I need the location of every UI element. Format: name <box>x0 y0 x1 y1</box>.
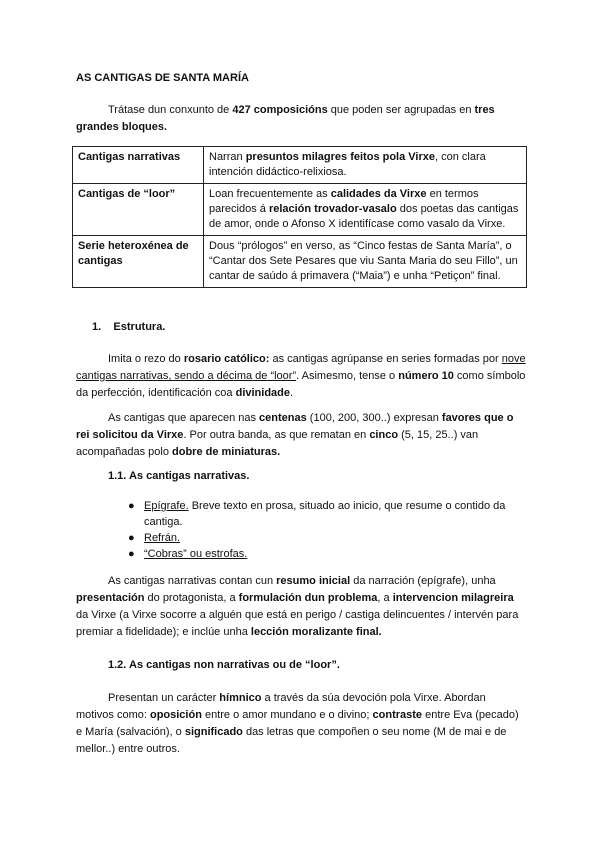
section-1-1-paragraph: As cantigas narrativas contan cun resumo inicial da narración (epígrafe), unha presentación do protagonista, a formulación dun problema, a intervencion milagreira da Virxe (a Virxe socorre a alguén que está en perigo / castiga delincuentes / intervén para premiar a fidelidade); e inclúe unha lección moralizante final. <box>76 575 519 638</box>
section-1-1-heading: 1.1. As cantigas narrativas. <box>108 470 250 482</box>
bullet-icon: ● <box>128 500 135 512</box>
section-1-heading: 1. Estrutura. <box>92 321 166 333</box>
table-row <box>73 184 527 236</box>
list-item: ● Epígrafe. Breve texto en prosa, situado ao inicio, que resume o contido da cantiga. <box>128 500 506 528</box>
section-1-paragraph-2: As cantigas que aparecen nas centenas (100, 200, 300..) expresan favores que o rei solicitou da Virxe. Por outra banda, as que rematan en cinco (5, 15, 25..) van acompañadas polo dobre de miniaturas. <box>76 412 514 458</box>
row-label: Serie heteroxénea de cantigas <box>73 236 204 288</box>
row-description: Narran presuntos milagres feitos pola Virxe, con clara intención didáctico-relixiosa. <box>204 147 527 184</box>
bullet-icon: ● <box>128 532 135 544</box>
list-item: ● Refrán. <box>128 532 181 544</box>
bullet-icon: ● <box>128 548 135 560</box>
narrative-parts-list <box>108 498 528 562</box>
list-item: ● “Cobras” ou estrofas. <box>128 548 248 560</box>
section-1-paragraph-1: Imita o rezo do rosario católico: as cantigas agrúpanse en series formadas por nove cantigas narrativas, sendo a décima de “loor”. Asimesmo, tense o número 10 como símbolo da perfección, identificación coa divinidade. <box>76 353 526 399</box>
intro-paragraph: Trátase dun conxunto de 427 composicións que poden ser agrupadas en tres grandes bloques. <box>76 104 495 133</box>
page-title: AS CANTIGAS DE SANTA MARÍA <box>76 72 249 84</box>
cantigas-table <box>72 146 527 288</box>
table-row <box>73 147 527 184</box>
table-row <box>73 236 527 288</box>
row-label: Cantigas narrativas <box>73 147 204 184</box>
row-description: Loan frecuentemente as calidades da Virxe en termos parecidos á relación trovador-vasalo dos poetas das cantigas de amor, onde o Afonso X identifícase como vasalo da Virxe. <box>204 184 527 236</box>
section-1-2-paragraph: Presentan un carácter hímnico a través da súa devoción pola Virxe. Abordan motivos como: oposición entre o amor mundano e o divino; contraste entre Eva (pecado) e María (salvación), o significado das letras que compoñen o seu nome (M de mai e de mellor..) entre outros. <box>76 692 519 755</box>
row-description: Dous “prólogos” en verso, as “Cinco festas de Santa María”, o “Cantar dos Sete Pesares que viu Santa Maria do seu Fillo”, un cantar de saúdo á primavera (“Maia”) e unha “Petiçon” final. <box>204 236 527 288</box>
section-1-2-heading: 1.2. As cantigas non narrativas ou de “loor”. <box>108 659 340 671</box>
row-label: Cantigas de “loor” <box>73 184 204 236</box>
